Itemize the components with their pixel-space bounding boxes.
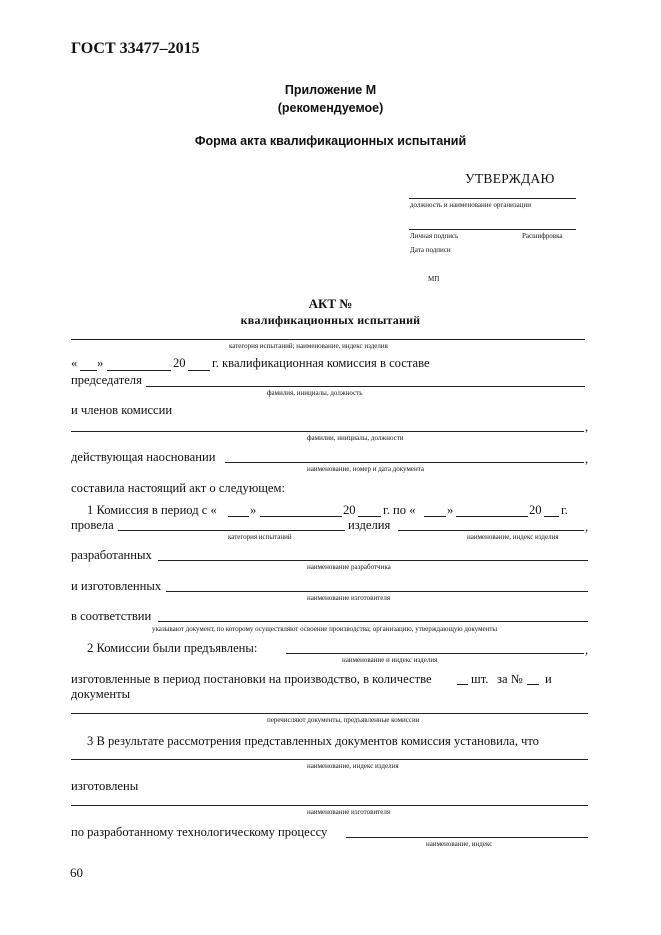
- conducted-label: провела: [71, 518, 114, 532]
- product-line: [398, 530, 584, 531]
- tech-process-label: по разработанному технологическому процессу: [71, 825, 328, 839]
- members-label: и членов комиссии: [71, 403, 173, 417]
- developed-line: [158, 560, 588, 561]
- documents-hint: перечисляют документы, предъявленные комиссии: [267, 716, 420, 724]
- and-label: и: [545, 672, 552, 686]
- tech-process-line: [346, 837, 588, 838]
- p1-day1-blank: [228, 516, 249, 517]
- p1-g: г.: [561, 503, 568, 517]
- tech-hint: наименование, индекс: [426, 840, 493, 848]
- p3-hint: наименование, индекс изделия: [307, 762, 399, 770]
- p2-line: [286, 653, 584, 654]
- documents-line: [71, 713, 588, 714]
- approval-line-signature: [409, 229, 576, 230]
- p1-start: 1 Комиссия в период с «: [87, 503, 217, 517]
- acting-comma: ,: [585, 452, 589, 466]
- accordance-label: в соответствии: [71, 609, 152, 623]
- approval-line-position: [409, 198, 576, 199]
- product-comma: ,: [585, 520, 589, 534]
- standard-header: ГОСТ 33477–2015: [71, 40, 200, 57]
- p1-month1-blank: [260, 516, 342, 517]
- manufacturer-hint: наименование изготовителя: [307, 594, 391, 602]
- developed-label: разработанных: [71, 548, 152, 562]
- p1-month2-blank: [456, 516, 528, 517]
- p3-label: 3 В результате рассмотрения представленных документов комиссия установила, что: [87, 734, 539, 748]
- year-prefix: 20: [173, 356, 186, 370]
- accordance-line: [158, 621, 588, 622]
- manufactured-label: и изготовленных: [71, 579, 162, 593]
- p1-year2: 20: [529, 503, 542, 517]
- acting-line: [225, 462, 584, 463]
- month-blank: [107, 370, 171, 371]
- conducted-line: [118, 530, 345, 531]
- category-line: [71, 339, 585, 340]
- for-no-label: за №: [497, 672, 523, 686]
- made-line: [71, 805, 588, 806]
- page-number: 60: [70, 865, 83, 880]
- p1-close2: »: [447, 503, 454, 517]
- test-category-hint: категория испытаний: [228, 533, 292, 541]
- compiled-text: составила настоящий акт о следующем:: [71, 481, 285, 495]
- members-comma: ,: [585, 420, 589, 434]
- made-in-period: изготовленные в период постановки на производство, в количестве: [71, 672, 432, 686]
- category-hint: категория испытаний; наименование, индекс изделия: [229, 342, 388, 350]
- made-hint: наименование изготовителя: [307, 808, 391, 816]
- chairman-line: [146, 386, 585, 387]
- p2-comma: ,: [585, 643, 589, 657]
- act-subtitle: квалификационных испытаний: [240, 313, 421, 327]
- quantity-blank: [457, 684, 468, 685]
- p1-year1: 20: [343, 503, 356, 517]
- seal-label: МП: [428, 275, 440, 283]
- commission-text: г. квалификационная комиссия в составе: [212, 356, 430, 370]
- acting-hint: наименование, номер и дата документа: [307, 465, 424, 473]
- acting-label: действующая наосновании: [71, 450, 216, 464]
- appendix-title: Приложение М: [284, 83, 377, 97]
- made-label: изготовлены: [71, 779, 139, 793]
- members-line: [71, 431, 584, 432]
- approve-label: УТВЕРЖДАЮ: [465, 171, 555, 186]
- signature-label: Личная подпись: [410, 232, 459, 240]
- number-blank: [527, 684, 539, 685]
- product-hint: наименование, индекс изделия: [467, 533, 559, 541]
- date-close: »: [97, 356, 104, 370]
- p1-day2-blank: [424, 516, 446, 517]
- chairman-label: председателя: [71, 373, 142, 387]
- form-title: Форма акта квалификационных испытаний: [194, 134, 467, 148]
- act-title: АКТ №: [308, 296, 353, 311]
- decoding-label: Расшифровка: [522, 232, 563, 240]
- pcs-label: шт.: [471, 672, 489, 686]
- day-blank: [80, 370, 97, 371]
- members-hint: фамилии, инициалы, должности: [307, 434, 404, 442]
- p1-close1: »: [250, 503, 257, 517]
- manufactured-line: [166, 591, 588, 592]
- date-open: «: [71, 356, 78, 370]
- p1-to: г. по «: [383, 503, 416, 517]
- chairman-hint: фамилия, инициалы, должность: [267, 389, 363, 397]
- developer-hint: наименование разработчика: [307, 563, 391, 571]
- p3-line: [71, 759, 588, 760]
- p2-label: 2 Комиссии были предъявлены:: [87, 641, 258, 655]
- year-blank: [188, 370, 210, 371]
- position-hint: должность и наименование организации: [410, 201, 531, 209]
- accordance-hint: указывают документ, по которому осуществляют освоение производства; организацию, утверждающую документы: [152, 625, 498, 633]
- product-label: изделия: [348, 518, 391, 532]
- appendix-subtitle: (рекомендуемое): [277, 101, 384, 115]
- documents-label: документы: [71, 687, 131, 701]
- date-label: Дата подписи: [410, 246, 451, 254]
- p2-hint: наименование и индекс изделия: [342, 656, 438, 664]
- p1-year2-blank: [544, 516, 559, 517]
- p1-year1-blank: [358, 516, 381, 517]
